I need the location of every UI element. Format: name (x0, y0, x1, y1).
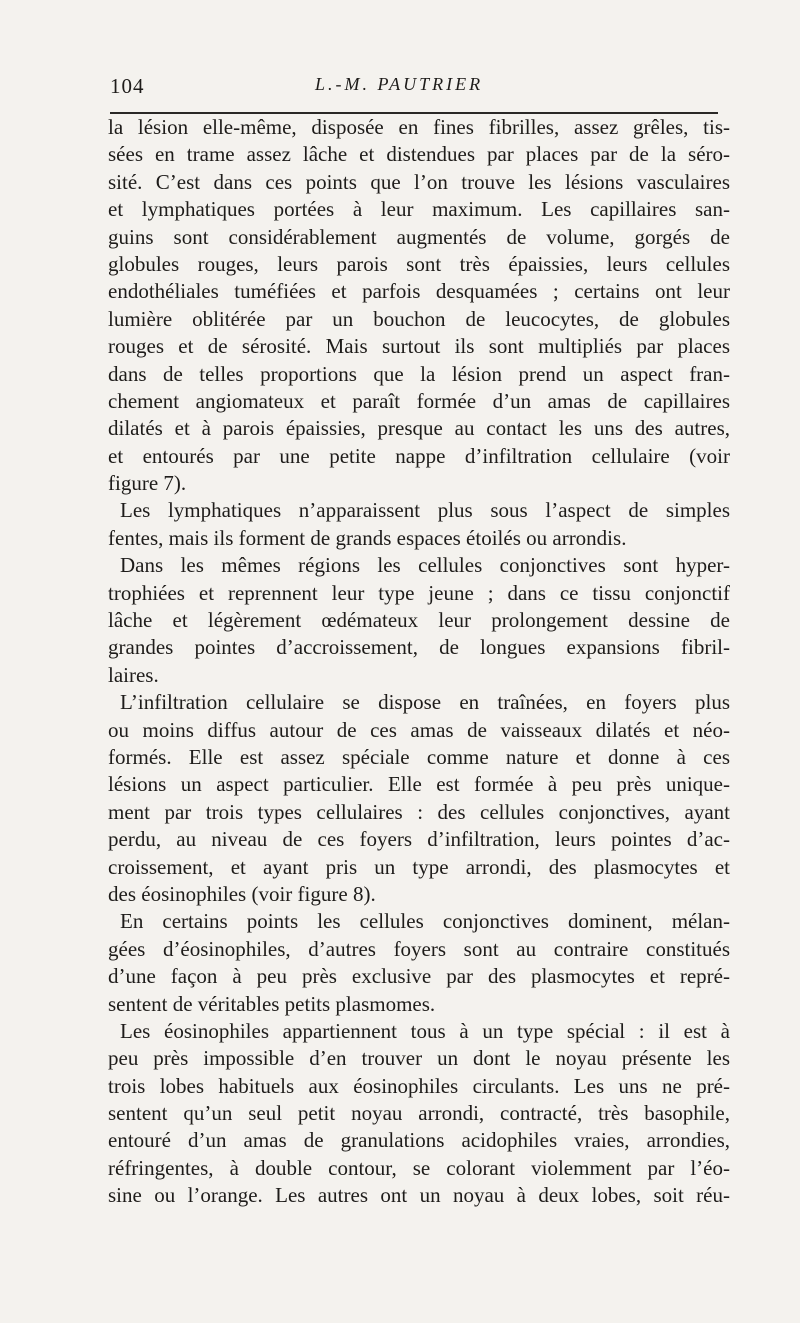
text-line: entouré d’un amas de granulations acidophiles vraies, arrondies, (108, 1128, 730, 1153)
text-line: Les lymphatiques n’apparaissent plus sous l’aspect de simples (120, 498, 730, 523)
text-line: laires. (108, 662, 159, 687)
text-line: sine ou l’orange. Les autres ont un noyau à deux lobes, soit réu- (108, 1183, 730, 1208)
text-line: dans de telles proportions que la lésion prend un aspect fran- (108, 361, 730, 386)
text-line: et entourés par une petite nappe d’infiltration cellulaire (voir (108, 443, 730, 468)
text-line: chement angiomateux et paraît formée d’un amas de capillaires (108, 388, 730, 413)
text-line: ou moins diffus autour de ces amas de vaisseaux dilatés et néo- (108, 717, 730, 742)
text-line: Dans les mêmes régions les cellules conjonctives sont hyper- (120, 553, 730, 578)
text-line: lâche et légèrement œdémateux leur prolongement dessine de (108, 608, 730, 633)
text-line: En certains points les cellules conjonctives dominent, mélan- (120, 909, 730, 934)
text-line: sentent qu’un seul petit noyau arrondi, contracté, très basophile, (108, 1101, 730, 1126)
running-head: L.-M. PAUTRIER (315, 74, 484, 94)
text-line: peu près impossible d’en trouver un dont le noyau présente les (108, 1046, 730, 1071)
text-line: ment par trois types cellulaires : des cellules conjonctives, ayant (108, 799, 730, 824)
text-line: perdu, au niveau de ces foyers d’infiltration, leurs pointes d’ac- (108, 827, 730, 852)
page-header (110, 74, 720, 102)
text-line: la lésion elle-même, disposée en fines fibrilles, assez grêles, tis- (108, 115, 730, 139)
text-line: grandes pointes d’accroissement, de longues expansions fibril- (108, 635, 730, 660)
text-line: lumière oblitérée par un bouchon de leucocytes, de globules (108, 306, 730, 331)
text-line: rouges et de sérosité. Mais surtout ils sont multipliés par places (108, 334, 730, 359)
text-line: endothéliales tuméfiées et parfois desquamées ; certains ont leur (108, 279, 730, 304)
text-line: guins sont considérablement augmentés de volume, gorgés de (108, 224, 730, 249)
text-line: fentes, mais ils forment de grands espaces étoilés ou arrondis. (108, 525, 627, 550)
text-line: figure 7). (108, 471, 187, 496)
text-line: réfringentes, à double contour, se colorant violemment par l’éo- (108, 1155, 730, 1180)
text-line: et lymphatiques portées à leur maximum. Les capillaires san- (108, 197, 730, 222)
text-line: sentent de véritables petits plasmomes. (108, 991, 436, 1016)
body-text (108, 114, 730, 1210)
text-line: Les éosinophiles appartiennent tous à un type spécial : il est à (120, 1018, 730, 1043)
text-line: sité. C’est dans ces points que l’on trouve les lésions vasculaires (108, 169, 730, 194)
text-line: L’infiltration cellulaire se dispose en traînées, en foyers plus (120, 690, 730, 715)
text-line: globules rouges, leurs parois sont très épaissies, leurs cellules (108, 251, 730, 276)
page-number: 104 (110, 74, 145, 98)
text-line: des éosinophiles (voir figure 8). (108, 881, 376, 906)
text-line: formés. Elle est assez spéciale comme nature et donne à ces (108, 744, 730, 769)
text-line: croissement, et ayant pris un type arrondi, des plasmocytes et (108, 854, 730, 879)
text-line: trois lobes habituels aux éosinophiles circulants. Les uns ne pré- (108, 1073, 730, 1098)
text-line: d’une façon à peu près exclusive par des plasmocytes et repré- (108, 964, 730, 989)
text-line: lésions un aspect particulier. Elle est formée à peu près unique- (108, 772, 730, 797)
text-line: gées d’éosinophiles, d’autres foyers sont au contraire constitués (108, 936, 730, 961)
text-line: sées en trame assez lâche et distendues par places par de la séro- (108, 142, 730, 167)
text-line: dilatés et à parois épaissies, presque au contact les uns des autres, (108, 416, 730, 441)
text-line: trophiées et reprennent leur type jeune ; dans ce tissu conjonctif (108, 580, 730, 605)
